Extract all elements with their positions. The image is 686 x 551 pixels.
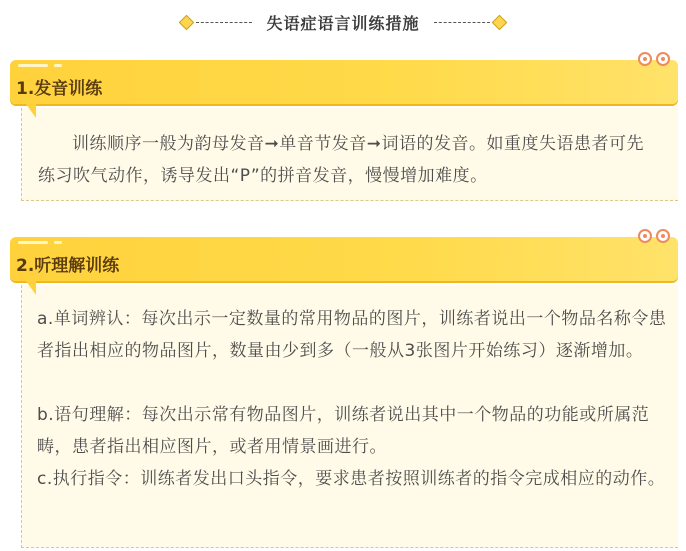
header-tail xyxy=(26,104,36,118)
section-header xyxy=(10,237,678,281)
section-paragraph: b.语句理解：每次出示常有物品图片，训练者说出其中一个物品的功能或所属范畴，患者指出相应图片，或者用情景画进行。 xyxy=(37,405,650,457)
section-header xyxy=(10,60,678,104)
decor-circles xyxy=(638,52,670,66)
header-tail xyxy=(26,281,36,295)
decor-circles xyxy=(638,229,670,243)
section-body xyxy=(21,108,678,201)
section-paragraph: c.执行指令：训练者发出口头指令，要求患者按照训练者的指令完成相应的动作。 xyxy=(37,469,666,489)
decor-lines xyxy=(18,241,62,244)
section-paragraph: 训练顺序一般为韵母发音➞单音节发音➞词语的发音。如重度失语患者可先练习吹气动作，诱导发出“P”的拼音发音，慢慢增加难度。 xyxy=(38,134,644,186)
circle-icon xyxy=(638,52,652,66)
section-heading: 1.发音训练 xyxy=(16,79,103,99)
title-row xyxy=(0,10,686,34)
diamond-icon-left xyxy=(179,14,195,30)
divider-left xyxy=(196,22,252,23)
section-body xyxy=(21,285,678,548)
section-pronunciation xyxy=(10,60,678,206)
section-paragraph: a.单词辨认：每次出示一定数量的常用物品的图片，训练者说出一个物品名称令患者指出相应的物品图片，数量由少到多（一般从3张图片开始练习）逐渐增加。 xyxy=(37,309,667,361)
section-listening xyxy=(10,237,678,549)
section-heading: 2.听理解训练 xyxy=(16,256,120,276)
circle-icon xyxy=(656,229,670,243)
circle-icon xyxy=(656,52,670,66)
decor-lines xyxy=(18,64,62,67)
diamond-icon-right xyxy=(491,14,507,30)
divider-right xyxy=(434,22,490,23)
page-title: 失语症语言训练措施 xyxy=(266,13,420,33)
circle-icon xyxy=(638,229,652,243)
